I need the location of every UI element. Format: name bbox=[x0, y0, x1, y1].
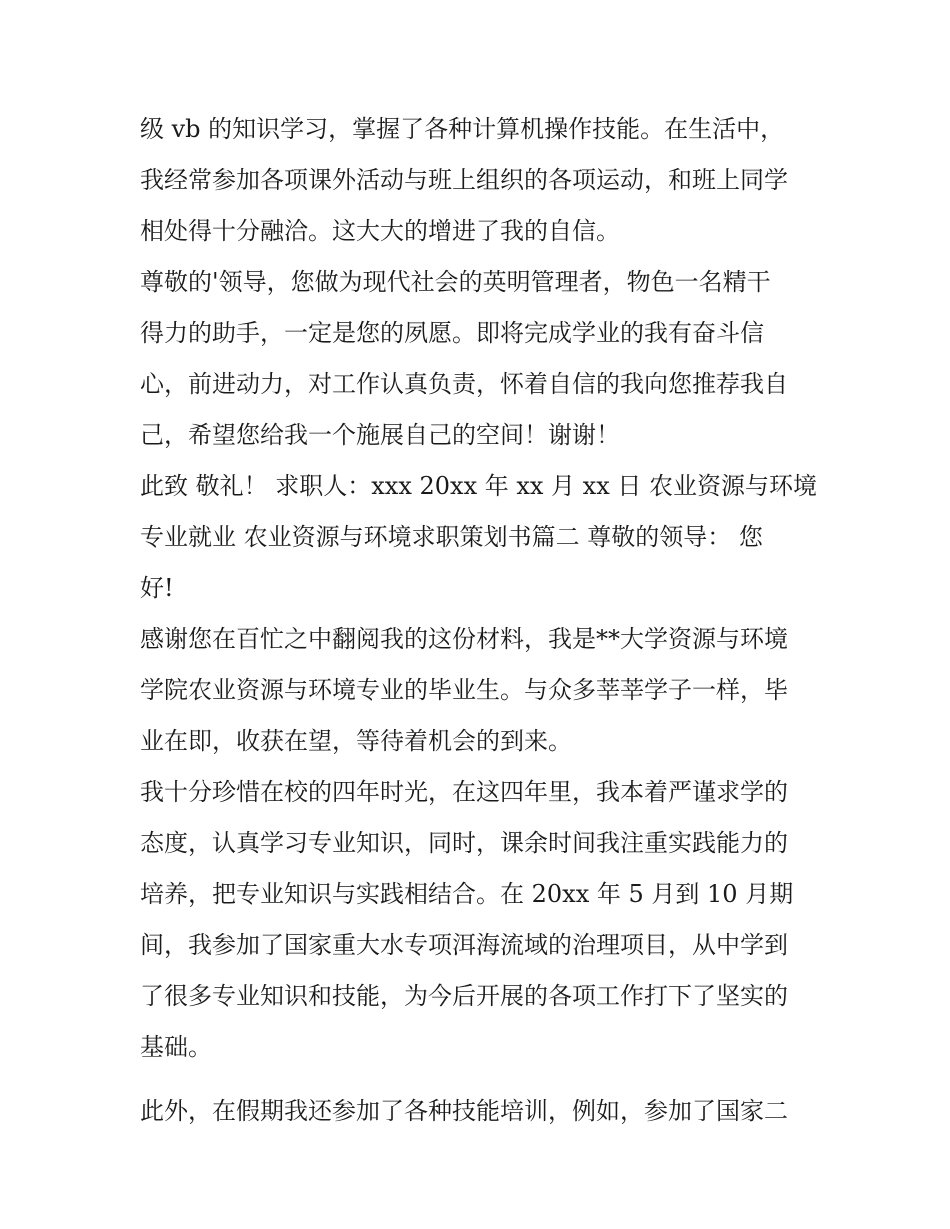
document-body bbox=[140, 104, 820, 1137]
body-line: 专业就业 农业资源与环境求职策划书篇二 尊敬的领导： 您 bbox=[140, 523, 763, 551]
body-line: 了很多专业知识和技能，为今后开展的各项工作打下了坚实的 bbox=[140, 982, 788, 1010]
body-line: 我十分珍惜在校的四年时光，在这四年里，我本着严谨求学的 bbox=[140, 778, 788, 806]
body-line: 得力的助手，一定是您的夙愿。即将完成学业的我有奋斗信 bbox=[140, 319, 764, 347]
body-line: 此致 敬礼！ 求职人：xxx 20xx 年 xx 月 xx 日 农业资源与环境 bbox=[140, 472, 818, 500]
body-line: 己，希望您给我一个施展自己的空间！谢谢！ bbox=[140, 421, 620, 449]
body-line: 级 vb 的知识学习，掌握了各种计算机操作技能。在生活中， bbox=[140, 115, 785, 143]
body-line: 业在即，收获在望，等待着机会的到来。 bbox=[140, 727, 572, 755]
body-line: 相处得十分融洽。这大大的增进了我的自信。 bbox=[140, 217, 620, 245]
paragraph-gap bbox=[140, 1073, 820, 1086]
body-line: 培养，把专业知识与实践相结合。在 20xx 年 5 月到 10 月期 bbox=[140, 880, 794, 908]
body-line: 基础。 bbox=[140, 1033, 212, 1061]
body-line: 我经常参加各项课外活动与班上组织的各项运动，和班上同学 bbox=[140, 166, 788, 194]
body-line: 学院农业资源与环境专业的毕业生。与众多莘莘学子一样，毕 bbox=[140, 676, 788, 704]
body-line: 心，前进动力，对工作认真负责，怀着自信的我向您推荐我自 bbox=[140, 370, 788, 398]
body-line: 态度，认真学习专业知识，同时，课余时间我注重实践能力的 bbox=[140, 829, 788, 857]
body-line: 间，我参加了国家重大水专项洱海流域的治理项目，从中学到 bbox=[140, 931, 788, 959]
body-line: 感谢您在百忙之中翻阅我的这份材料，我是**大学资源与环境 bbox=[140, 625, 788, 653]
body-line: 好! bbox=[140, 574, 174, 602]
body-line: 尊敬的'领导，您做为现代社会的英明管理者，物色一名精干 bbox=[140, 268, 771, 296]
body-line: 此外，在假期我还参加了各种技能培训，例如，参加了国家二 bbox=[140, 1097, 788, 1125]
